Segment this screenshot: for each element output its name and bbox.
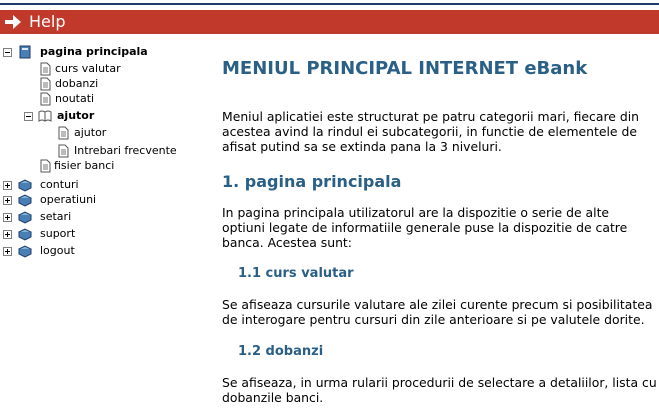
expand-icon[interactable] [3, 230, 12, 239]
collapse-icon[interactable] [24, 112, 33, 121]
tree-label: pagina principala [40, 45, 148, 58]
tree-label: conturi [40, 178, 79, 191]
tree-label: operatiuni [40, 193, 97, 206]
tree-node-curs-valutar[interactable] [0, 61, 200, 77]
book-closed-icon [18, 178, 32, 192]
tree-node-dobanzi[interactable] [0, 76, 200, 92]
arrow-right-icon [3, 12, 23, 32]
help-tree [0, 44, 210, 413]
tree-label: curs valutar [55, 62, 121, 75]
expand-icon[interactable] [3, 181, 12, 190]
window-header [0, 10, 659, 34]
tree-label: ajutor [57, 109, 95, 122]
tree-label: suport [40, 227, 76, 240]
subsection-text-line-2: de interogare pentru cursuri din zile anterioare si pe valutele dorite. [222, 312, 645, 327]
tree-node-suport[interactable] [0, 226, 200, 242]
book-closed-icon [18, 193, 32, 207]
tree-node-ajutor-page[interactable] [0, 125, 200, 141]
section-text-line-2: optiuni legate de informatiile generale puse la dispozitie de catre [222, 220, 628, 235]
book-icon [18, 45, 32, 59]
subsection-text-line-4: dobanzile banci. [222, 390, 324, 405]
expand-icon[interactable] [3, 247, 12, 256]
book-closed-icon [18, 244, 32, 258]
subsection-text-line-3: Se afiseaza, in urma rularii procedurii de selectare a detaliilor, lista cu [222, 375, 657, 390]
tree-label: noutati [55, 92, 95, 105]
book-closed-icon [18, 210, 32, 224]
page-title: MENIUL PRINCIPAL INTERNET eBank [222, 58, 588, 79]
window-title: Help [29, 12, 66, 31]
tree-label: dobanzi [55, 77, 99, 90]
page-icon [38, 159, 52, 173]
section-heading: 1. pagina principala [222, 172, 402, 191]
intro-line-3: afisat putind sa se extinda pana la 3 niveluri. [222, 139, 502, 154]
intro-line-2: acestea avind la rindul ei subcategorii, in functie de elementele de [222, 124, 637, 139]
tree-node-intrebari-frecvente[interactable] [0, 143, 200, 159]
expand-icon[interactable] [3, 196, 12, 205]
tree-label: fisier banci [54, 159, 115, 172]
tree-label: Intrebari frecvente [74, 144, 177, 157]
tree-node-conturi[interactable] [0, 177, 200, 193]
tree-label: ajutor [74, 126, 107, 139]
tree-label: setari [40, 210, 72, 223]
section-text-line-3: banca. Acestea sunt: [222, 235, 352, 250]
collapse-icon[interactable] [3, 48, 12, 57]
top-border [0, 0, 659, 5]
open-book-icon [38, 109, 52, 123]
subsection-text-line-1: Se afiseaza cursurile valutare ale zilei curente precum si posibilitatea [222, 297, 653, 312]
page-icon [56, 126, 70, 140]
page-icon [38, 62, 52, 76]
subsection-heading-dobanzi: 1.2 dobanzi [238, 344, 324, 359]
intro-line-1: Meniul aplicatiei este structurat pe patru categorii mari, fiecare din [222, 109, 639, 124]
tree-node-logout[interactable] [0, 243, 200, 259]
expand-icon[interactable] [3, 213, 12, 222]
page-icon [38, 77, 52, 91]
tree-node-noutati[interactable] [0, 91, 200, 107]
tree-node-setari[interactable] [0, 209, 200, 225]
page-icon [56, 144, 70, 158]
book-closed-icon [18, 227, 32, 241]
tree-label: logout [40, 244, 75, 257]
tree-node-pagina-principala[interactable] [0, 44, 200, 60]
subsection-heading-curs-valutar: 1.1 curs valutar [238, 266, 354, 281]
tree-node-operatiuni[interactable] [0, 192, 200, 208]
tree-node-fisier-banci[interactable] [0, 158, 200, 174]
tree-node-ajutor[interactable] [0, 108, 200, 124]
section-text-line-1: In pagina principala utilizatorul are la dispozitie o serie de alte [222, 205, 610, 220]
page-icon [38, 92, 52, 106]
